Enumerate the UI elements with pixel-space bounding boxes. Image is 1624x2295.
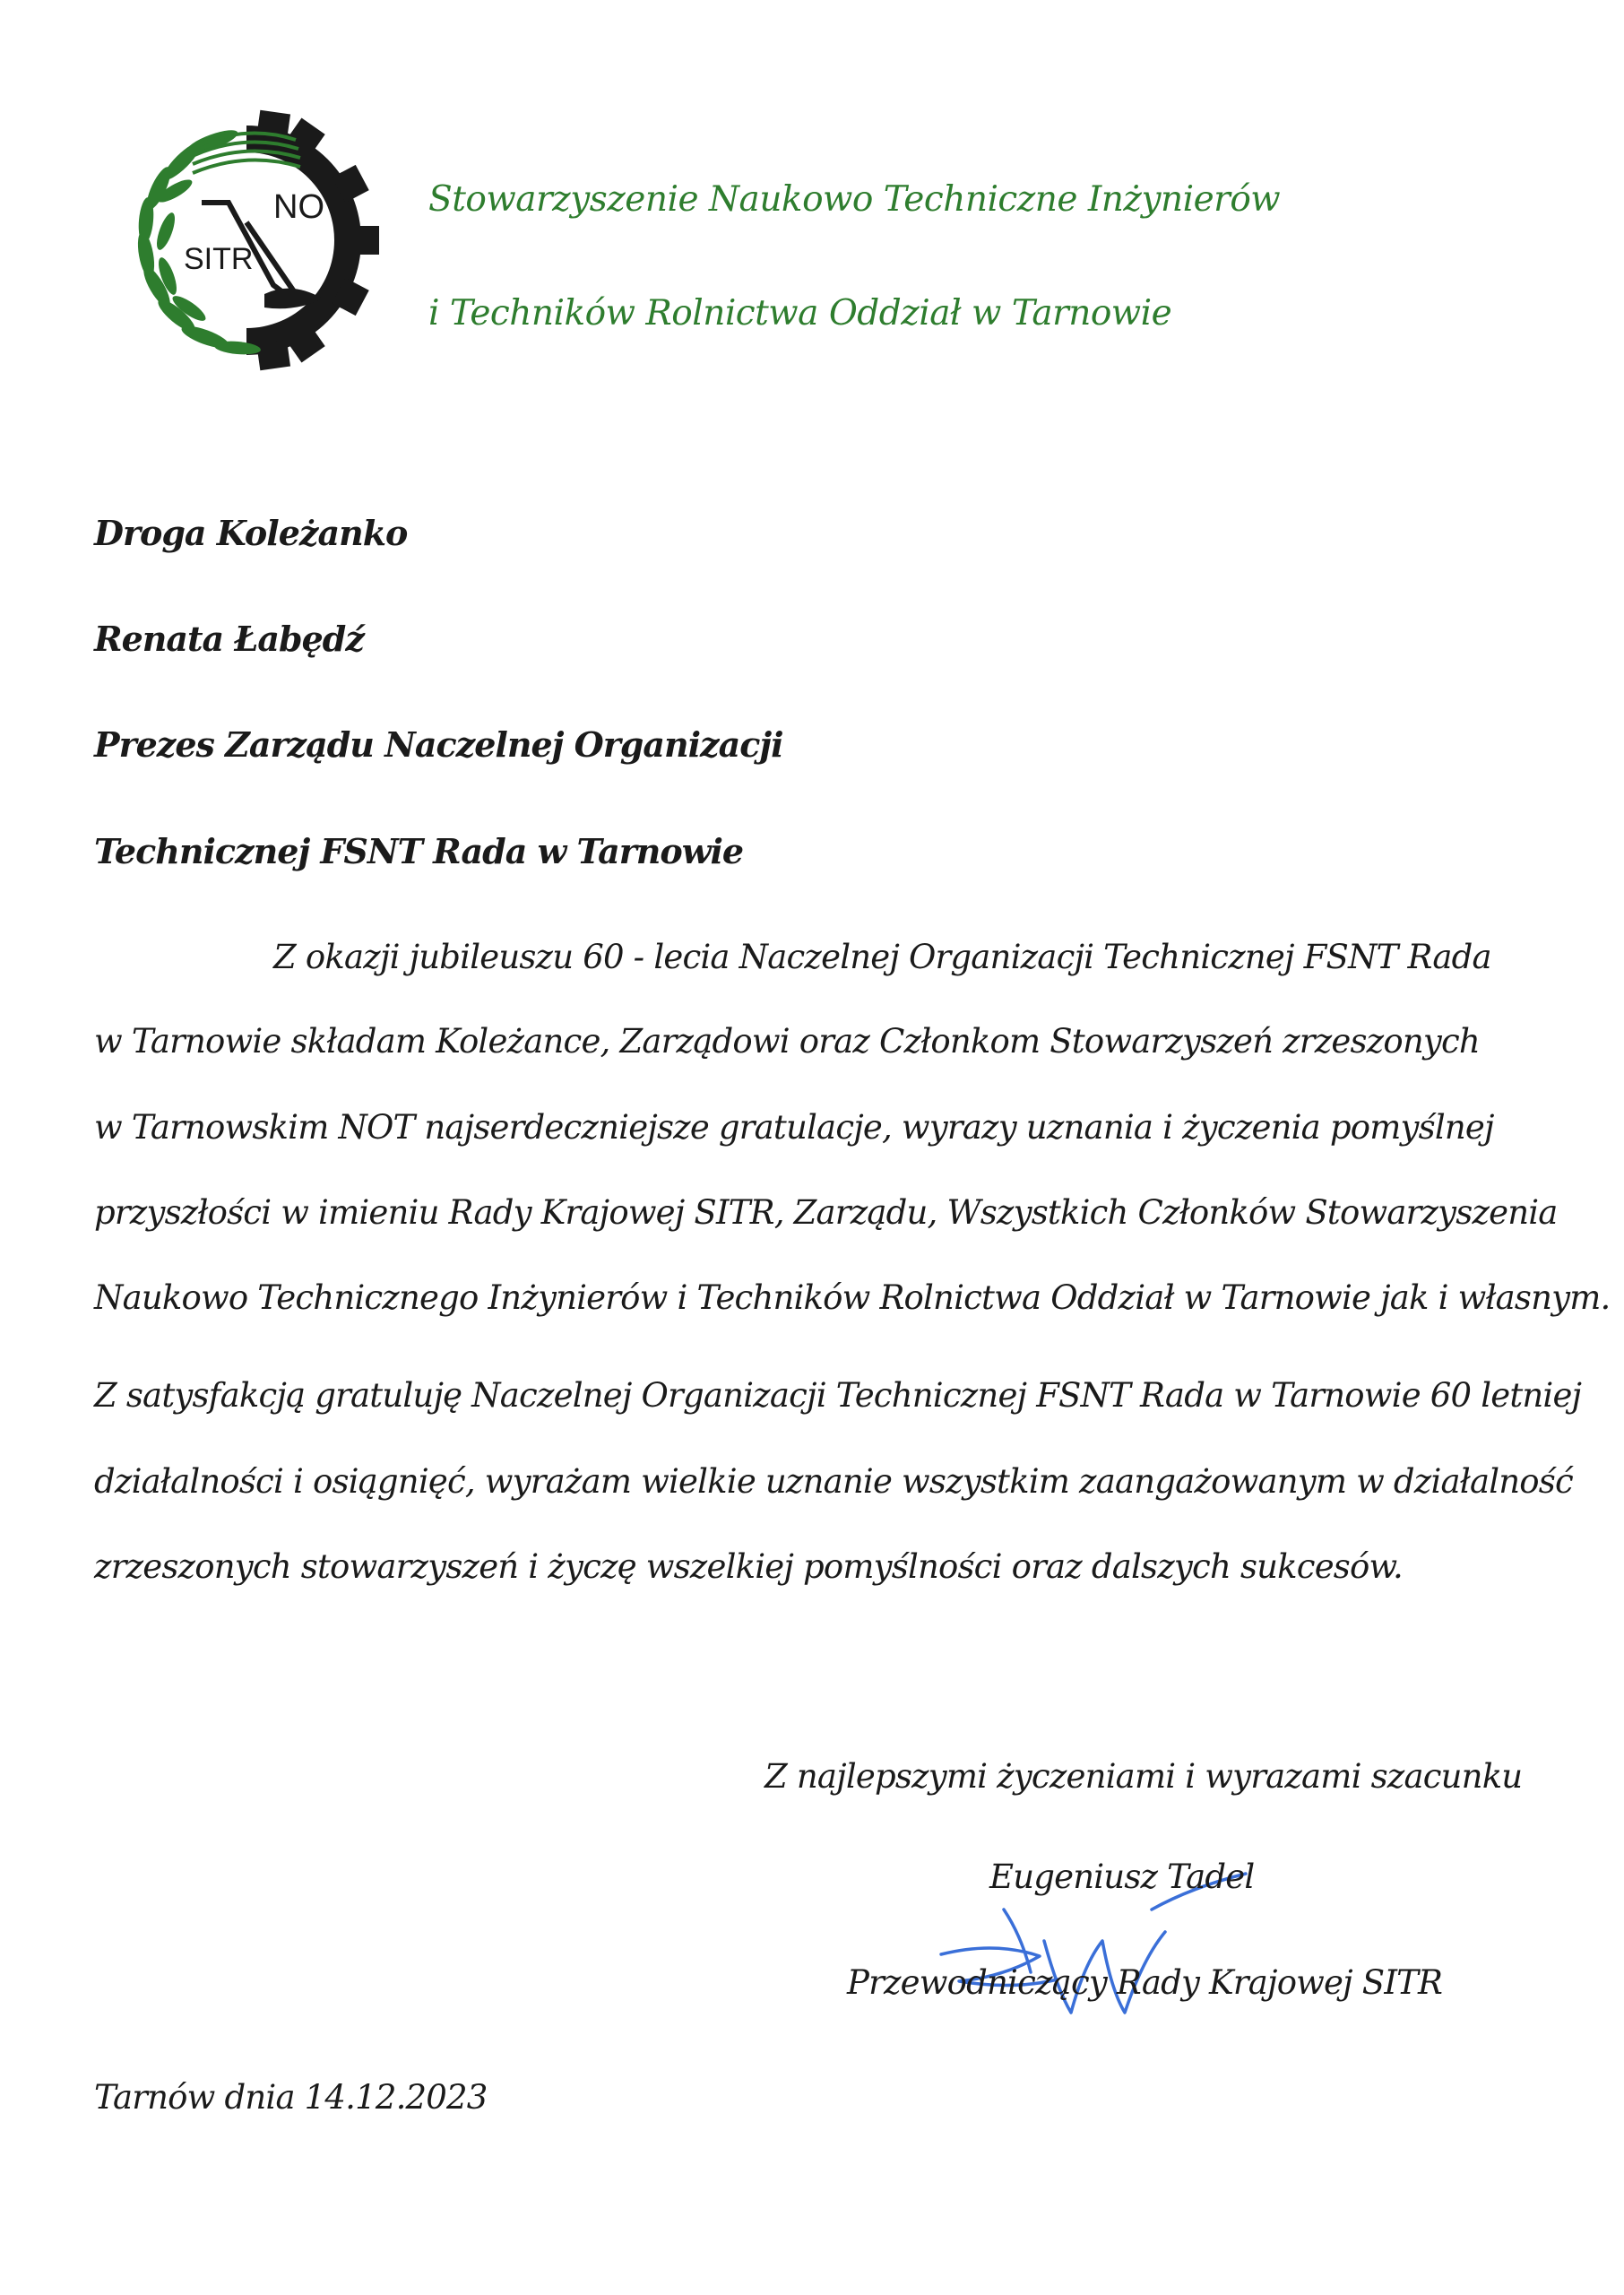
addressee-position-line-1: Prezes Zarządu Naczelnej Organizacji: [94, 724, 783, 765]
date-line: Tarnów dnia 14.12.2023: [94, 2078, 488, 2117]
logo-sitr-text: SITR: [184, 242, 254, 276]
organization-name-line-1: Stowarzyszenie Naukowo Techniczne Inżynierów: [428, 179, 1281, 220]
body-line: w Tarnowskim NOT najserdeczniejsze gratulacje, wyrazy uznania i życzenia pomyślnej: [94, 1108, 1494, 1147]
greeting: Droga Koleżanko: [94, 513, 408, 553]
sitr-not-logo-icon: [112, 106, 381, 375]
addressee-name: Renata Łabędź: [94, 619, 364, 659]
body-line: Z satysfakcją gratuluję Naczelnej Organizacji Technicznej FSNT Rada w Tarnowie 60 letniej: [94, 1376, 1582, 1415]
body-line: Naukowo Technicznego Inżynierów i Techników Rolnictwa Oddział w Tarnowie jak i własnym.: [94, 1278, 1611, 1317]
organization-name-line-2: i Techników Rolnictwa Oddział w Tarnowie: [428, 293, 1172, 333]
body-line: działalności i osiągnięć, wyrażam wielkie uznanie wszystkim zaangażowanym w działalność: [94, 1462, 1573, 1501]
signer-title: Przewodniczący Rady Krajowej SITR: [847, 1963, 1443, 2002]
body-line: zrzeszonych stowarzyszeń i życzę wszelkiej pomyślności oraz dalszych sukcesów.: [94, 1547, 1403, 1586]
body-line: w Tarnowie składam Koleżance, Zarządowi oraz Członkom Stowarzyszeń zrzeszonych: [94, 1022, 1480, 1061]
logo-not-text: NOT: [273, 188, 346, 226]
body-line: przyszłości w imieniu Rady Krajowej SITR, Zarządu, Wszystkich Członków Stowarzyszenia: [94, 1193, 1558, 1232]
addressee-position-line-2: Technicznej FSNT Rada w Tarnowie: [94, 831, 744, 871]
signer-name: Eugeniusz Tadel: [989, 1858, 1255, 1896]
closing-phrase: Z najlepszymi życzeniami i wyrazami szacunku: [764, 1757, 1523, 1796]
body-line: Z okazji jubileuszu 60 - lecia Naczelnej Organizacji Technicznej FSNT Rada: [273, 938, 1491, 976]
